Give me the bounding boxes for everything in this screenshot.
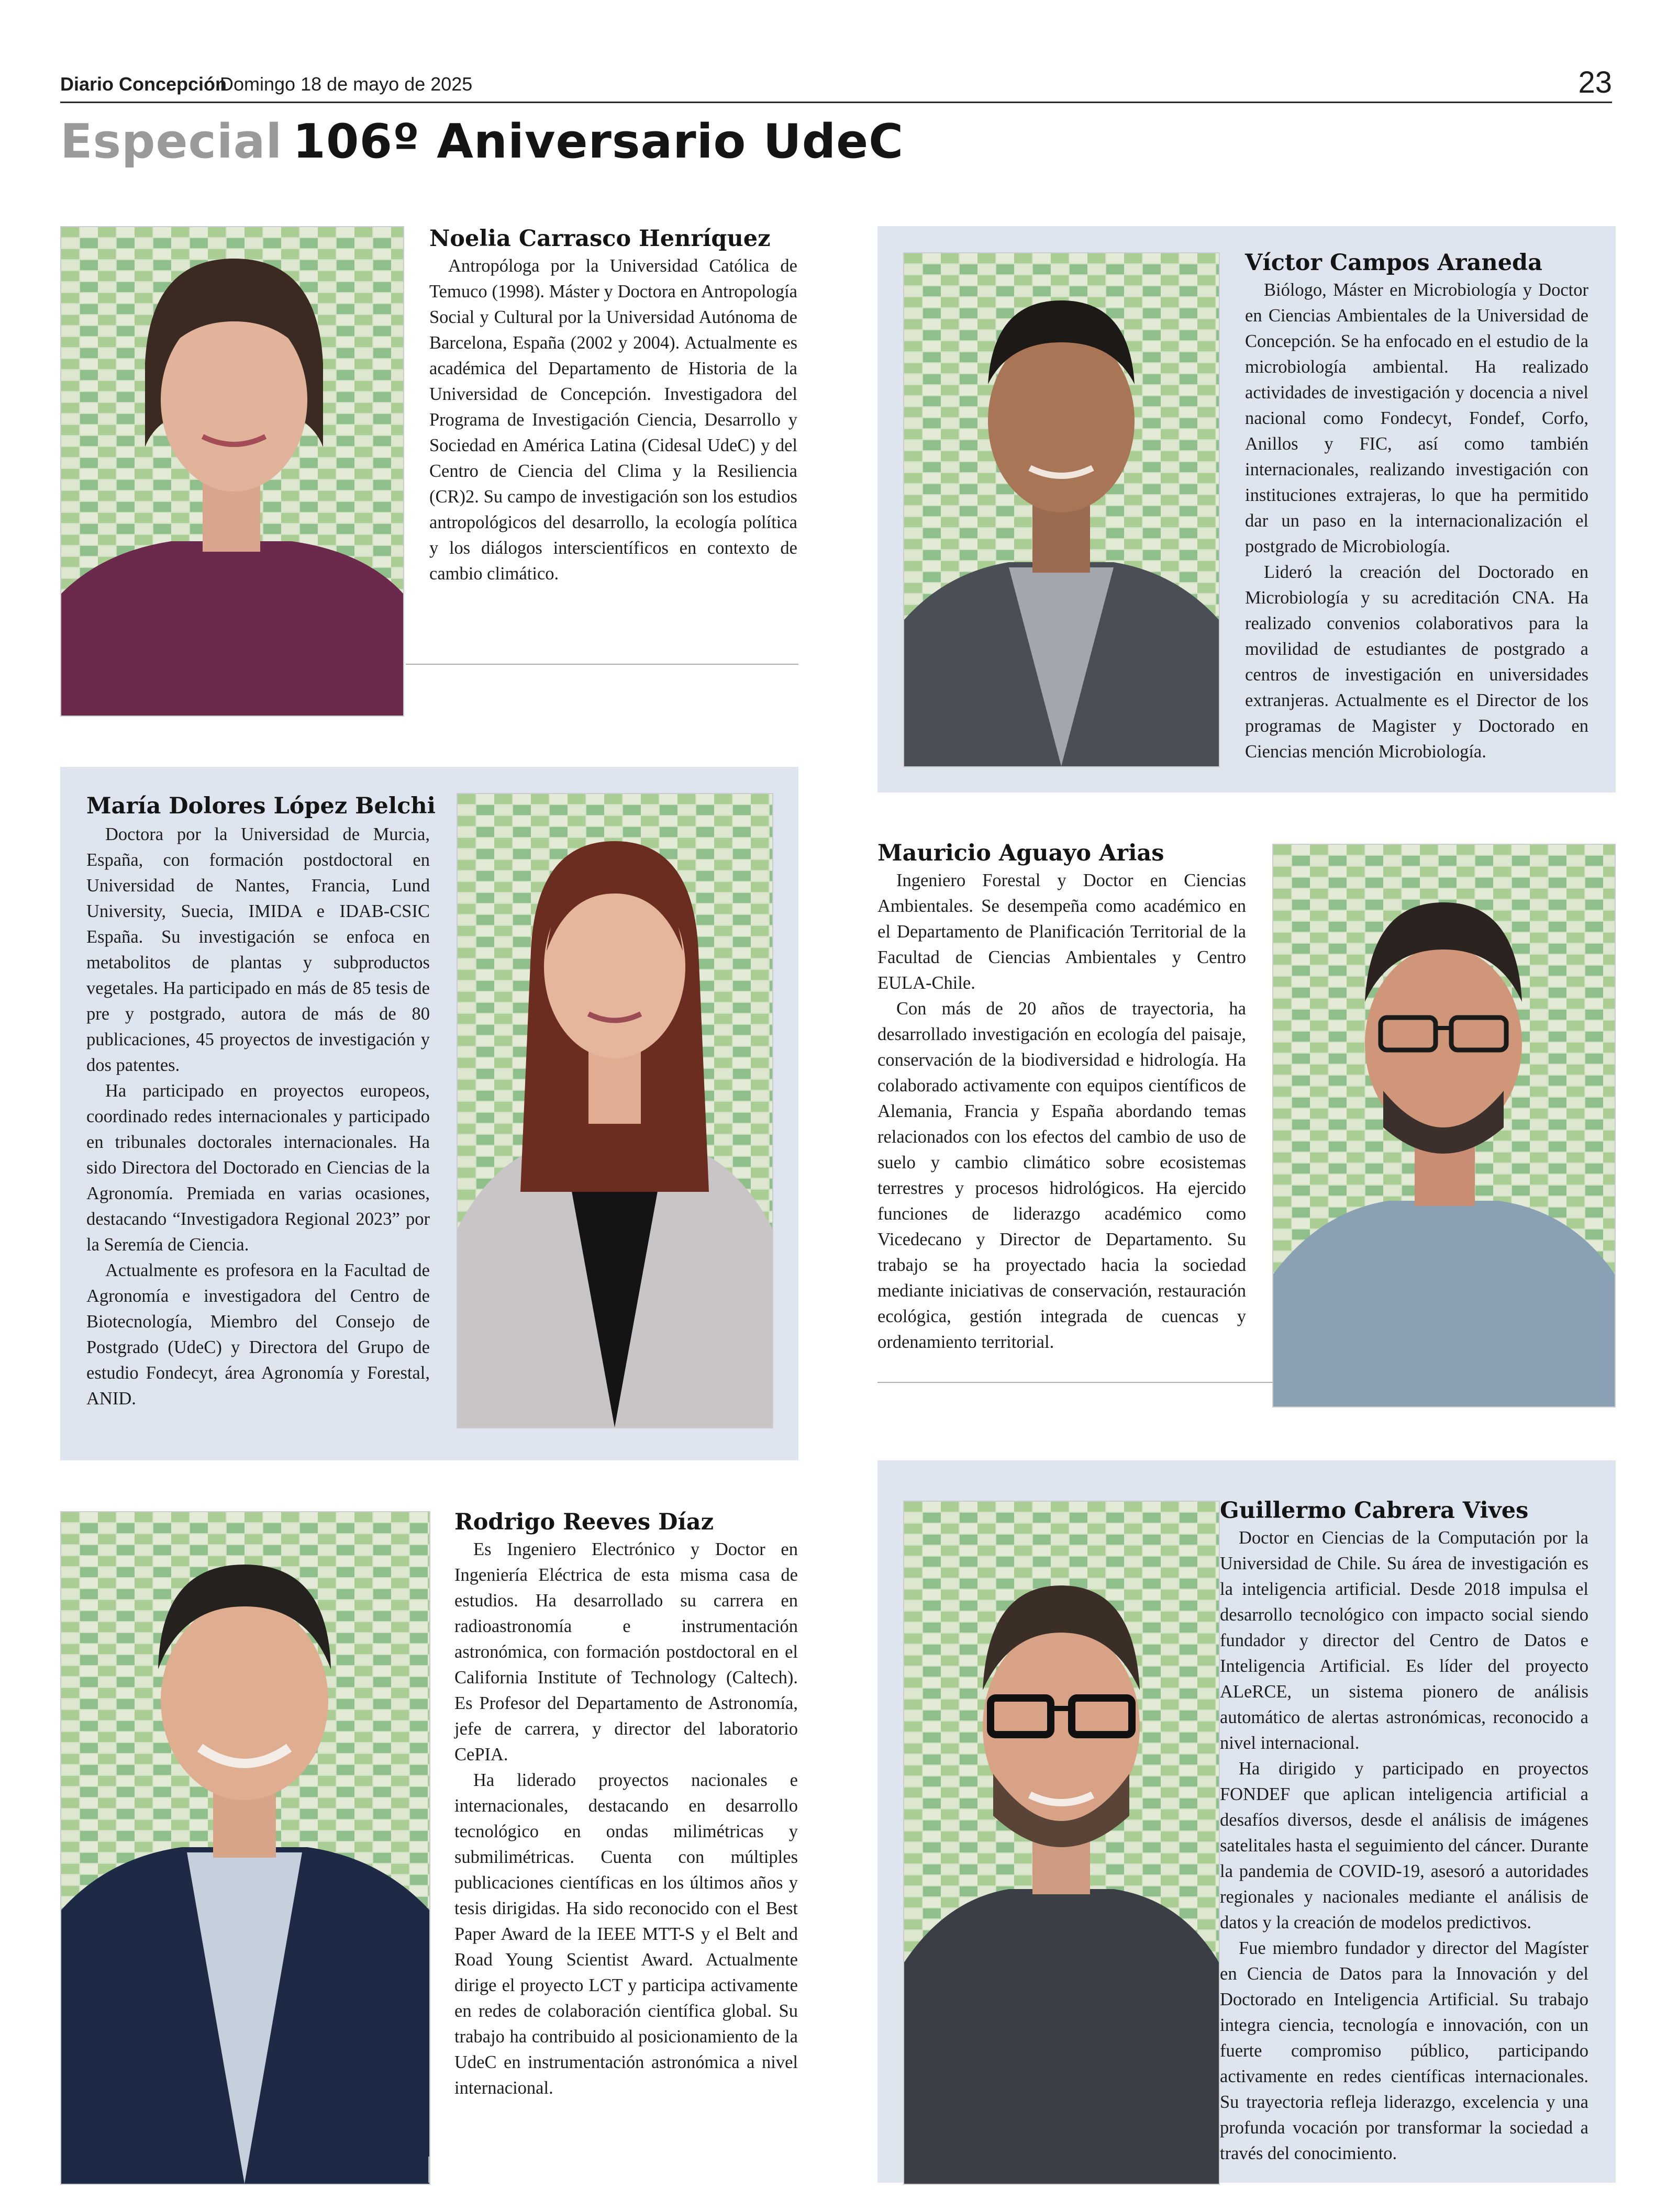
portrait-victor-campos [903, 252, 1220, 767]
divider [428, 2157, 429, 2183]
bio-paragraph: Doctor en Ciencias de la Computación por la Universidad de Chile. Su área de investigación es la inteligencia artificial. Desde 2018 impulsa el desarrollo tecnológico con impacto social siendo fundador y director del Centro de Datos e Inteligencia Artificial. Es líder del proyecto ALeRCE, un sistema pionero de análisis automático de alertas astronómicas, reconocido a nivel internacional. [1220, 1528, 1588, 1753]
newspaper-name: Diario Concepción [60, 73, 227, 95]
section-title: 106º Aniversario UdeC [293, 114, 904, 169]
portrait-icon [61, 1512, 429, 2184]
page-number: 23 [1578, 65, 1612, 99]
divider [877, 1382, 1273, 1383]
bio-paragraph: Actualmente es profesora en la Facultad de Agronomía e investigadora del Centro de Biotecnología, Miembro del Consejo de Postgrado (UdeC) y Directora del Grupo de estudio Fondecyt, área Agronomía y Forestal, ANID. [86, 1260, 430, 1409]
bio-paragraph: Antropóloga por la Universidad Católica de Temuco (1998). Máster y Doctora en Antropología Social y Cultural por la Universidad Autónoma de Barcelona, España (2002 y 2004). Actualmente es académica del Departamento de Historia de la Universidad de Concepción. Investigadora del Programa de Investigación Ciencia, Desarrollo y Sociedad en América Latina (Cidesal UdeC) y del Centro de Ciencia del Clima y la Resiliencia (CR)2. Su campo de investigación son los estudios antropológicos del desarrollo, la ecología política y los diálogos interscientíficos en contexto de cambio climático. [429, 256, 797, 584]
bio-paragraph: Ha liderado proyectos nacionales e internacionales, destacando en desarrollo tecnológico en ondas milimétricas y submilimétricas. Cuenta con múltiples publicaciones científicas en los últimos años y tesis dirigidas. Ha sido reconocido con el Best Paper Award de la IEEE MTT-S y el Belt and Road Young Scientist Award. Actualmente dirige el proyecto LCT y participa activamente en redes de colaboración científica global. Su trabajo ha contribuido al posicionamiento de la UdeC en instrumentación astronómica a nivel internacional. [454, 1770, 798, 2098]
bio-paragraph: Doctora por la Universidad de Murcia, España, con formación postdoctoral en Universidad de Nantes, Francia, Lund University, Suecia, IMIDA e IDAB-CSIC España. Su investigación se enfoca en metabolitos de plantas y subproductos vegetales. Ha participado en más de 85 tesis de pre y postgrado, autora de más de 80 publicaciones, 45 proyectos de investigación y dos patentes. [86, 824, 430, 1075]
bio-paragraph: Fue miembro fundador y director del Magíster en Ciencia de Datos para la Innovación y del Doctorado en Inteligencia Artificial. Su trabajo integra ciencia, tecnología e innovación, con un fuerte compromiso público, participando activamente en redes científicas internacionales. Su trayectoria refleja liderazgo, excelencia y una profunda vocación por transformar la sociedad a través del conocimiento. [1220, 1938, 1588, 2163]
portrait-icon [904, 1502, 1219, 2184]
bio-paragraph: Ha participado en proyectos europeos, coordinado redes internacionales y participado en tribunales doctorales internacionales. Ha sido Directora del Doctorado en Ciencias de la Agronomía. Premiada en varias ocasiones, destacando “Investigadora Regional 2023” por la Seremía de Ciencia. [86, 1081, 430, 1255]
profile-bio [877, 868, 1246, 1355]
profile-name: Guillermo Cabrera Vives [1220, 1498, 1529, 1524]
portrait-mauricio-aguayo [1272, 844, 1616, 1407]
profile-bio [454, 1537, 798, 2101]
portrait-icon [1273, 845, 1615, 1406]
masthead [60, 65, 1612, 103]
publication-date: Domingo 18 de mayo de 2025 [220, 73, 473, 95]
profile-bio [1220, 1525, 1588, 2166]
section-heading [60, 114, 904, 172]
portrait-guillermo-cabrera [903, 1501, 1220, 2185]
profile-name: Mauricio Aguayo Arias [877, 840, 1164, 866]
bio-paragraph: Es Ingeniero Electrónico y Doctor en Ingeniería Eléctrica de esta misma casa de estudios. Ha desarrollado su carrera en radioastronomía e instrumentación astronómica, con formación postdoctoral en el California Institute of Technology (Caltech). Es Profesor del Departamento de Astronomía, jefe de carrera, y director del laboratorio CePIA. [454, 1539, 798, 1764]
bio-paragraph: Biólogo, Máster en Microbiología y Doctor en Ciencias Ambientales de la Universidad de Concepción. Se ha enfocado en el estudio de la microbiología ambiental. Ha realizado actividades de investigación y docencia a nivel nacional como Fondecyt, Fondef, Corfo, Anillos y FIC, así como también internacionales, realizando investigación con instituciones extrajeras, lo que ha permitido dar un paso en la internacionalización el postgrado de Microbiología. [1245, 280, 1588, 556]
bio-paragraph: Ha dirigido y participado en proyectos FONDEF que aplican inteligencia artificial a desafíos diversos, desde el análisis de imágenes satelitales hasta el seguimiento del cáncer. Durante la pandemia de COVID-19, asesoró a autoridades regionales y nacionales mediante el análisis de datos y la creación de modelos predictivos. [1220, 1759, 1588, 1932]
profile-bio [86, 822, 430, 1412]
portrait-maria-lopez [457, 793, 773, 1428]
portrait-icon [904, 253, 1219, 766]
bio-paragraph: Ingeniero Forestal y Doctor en Ciencias Ambientales. Se desempeña como académico en el Departamento de Planificación Territorial de la Facultad de Ciencias Ambientales y Centro EULA-Chile. [877, 870, 1246, 993]
profile-name: Rodrigo Reeves Díaz [454, 1509, 714, 1535]
portrait-icon [61, 227, 403, 716]
portrait-icon [458, 794, 772, 1427]
divider [406, 664, 798, 665]
section-label: Especial [60, 114, 283, 169]
profile-name: Víctor Campos Araneda [1245, 250, 1542, 276]
profile-name: María Dolores López Belchi [86, 793, 436, 819]
portrait-rodrigo-reeves [60, 1511, 430, 2185]
profile-name: Noelia Carrasco Henríquez [429, 226, 771, 252]
bio-paragraph: Lideró la creación del Doctorado en Microbiología y su acreditación CNA. Ha realizado convenios colaborativos para la movilidad de estudiantes de postgrado a centros de investigación en universidades extranjeras. Actualmente es el Director de los programas de Magister y Doctorado en Ciencias mención Microbiología. [1245, 562, 1588, 762]
profile-bio [1245, 277, 1588, 765]
portrait-noelia-carrasco [60, 226, 404, 717]
bio-paragraph: Con más de 20 años de trayectoria, ha desarrollado investigación en ecología del paisaje, conservación de la biodiversidad e hidrología. Ha colaborado activamente con equipos científicos de Alemania, Francia y España abordando temas relacionados con los efectos del cambio de uso de suelo y cambio climático sobre ecosistemas terrestres y procesos hidrológicos. Ha ejercido funciones de liderazgo académico como Vicedecano y Director de Departamento. Su trabajo se ha proyectado hacia la sociedad mediante iniciativas de conservación, restauración ecológica, gestión integrada de cuencas y ordenamiento territorial. [877, 999, 1246, 1352]
profile-bio [429, 253, 797, 587]
